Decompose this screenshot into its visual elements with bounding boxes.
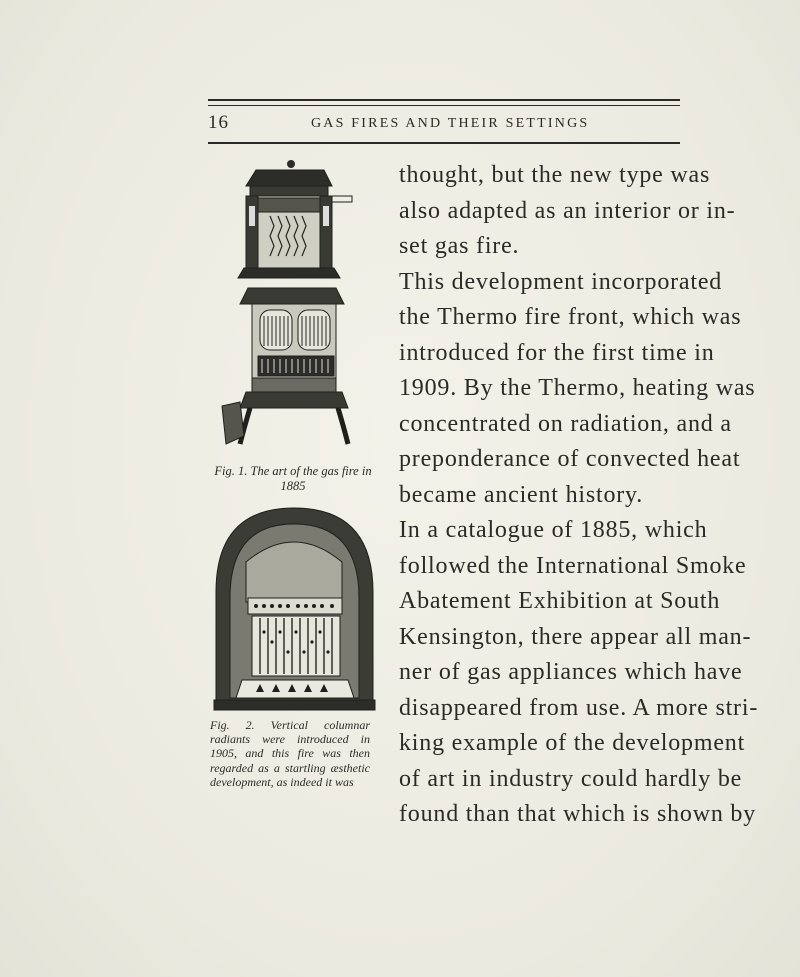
- body-line: This development incorporated: [399, 268, 723, 295]
- body-line: preponderance of convected heat: [399, 446, 741, 472]
- figure-1-caption: Fig. 1. The art of the gas fire in 1885: [214, 464, 372, 493]
- body-line: set gas fire.: [399, 233, 520, 259]
- page-number: 16: [208, 112, 229, 133]
- columnar-radiant-gas-fire: [214, 508, 375, 710]
- body-line: king example of the development: [399, 730, 746, 756]
- ornate-gas-fire-bottom: [222, 288, 348, 444]
- body-line: the Thermo fire front, which was: [399, 304, 742, 330]
- body-text: [399, 158, 759, 833]
- body-line: Kensington, there appear all man-: [399, 623, 752, 650]
- body-line: ner of gas appliances which have: [399, 659, 743, 685]
- figure-2-caption: Fig. 2. Vertical columnar radiants were introduced in 1905, and this fire was then regarded as a startling æsthetic development, as indeed it was: [210, 718, 370, 789]
- ornate-gas-fire-top: [238, 160, 352, 278]
- body-line: Abatement Exhibition at South: [399, 588, 721, 614]
- body-line: of art in industry could hardly be: [399, 765, 743, 792]
- running-head: GAS FIRES AND THEIR SETTINGS: [311, 116, 590, 131]
- body-line: thought, but the new type was: [399, 162, 711, 188]
- body-line: 1909. By the Thermo, heating was: [399, 375, 756, 401]
- body-line: followed the International Smoke: [399, 552, 747, 579]
- header-rule-bottom: [208, 142, 680, 144]
- figure-1-illustration: [216, 156, 366, 456]
- body-line: In a catalogue of 1885, which: [399, 517, 708, 543]
- body-line: disappeared from use. A more stri-: [399, 694, 759, 721]
- body-line: introduced for the first time in: [399, 339, 715, 366]
- body-line: also adapted as an interior or in-: [399, 197, 736, 224]
- body-line: concentrated on radiation, and a: [399, 410, 732, 437]
- body-line: became ancient history.: [399, 481, 644, 508]
- body-line: found than that which is shown by: [399, 801, 757, 827]
- figure-2-illustration: [212, 502, 377, 714]
- header-rule-top: [208, 99, 680, 106]
